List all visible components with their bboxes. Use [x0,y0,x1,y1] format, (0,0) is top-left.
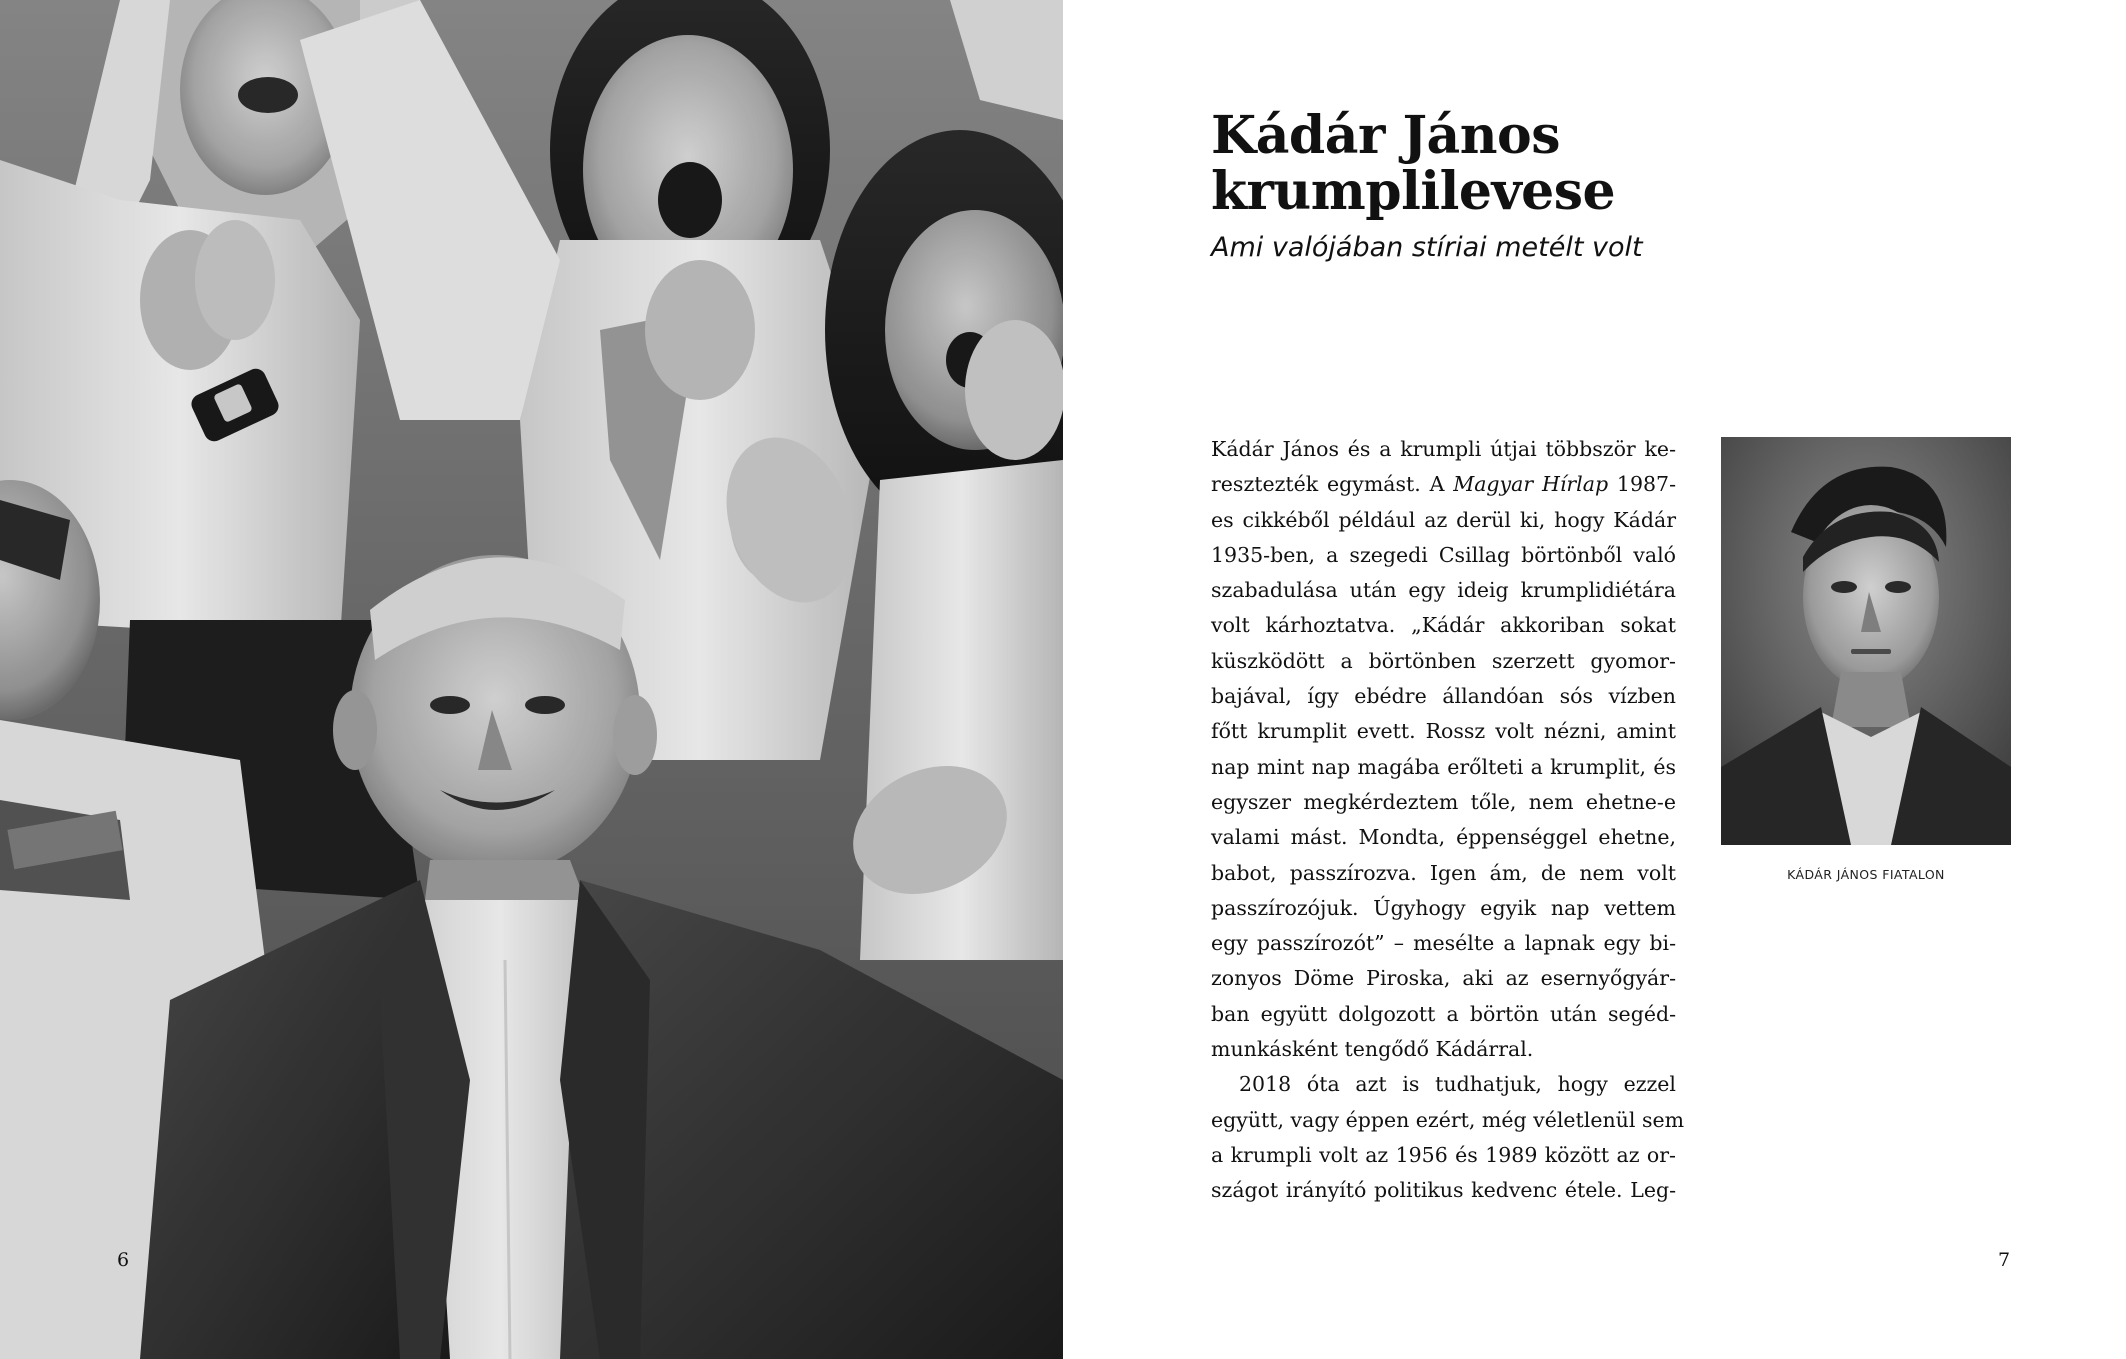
body-line [1211,467,1676,502]
body-line: passzírozójuk. Úgyhogy egyik nap vettem [1211,895,1676,920]
title-line-1: Kádár János [1211,105,1561,166]
body-line: küszködött a börtönben szerzett gyomor- [1211,648,1676,673]
body-line: szabadulása után egy ideig krumplidiétára [1211,578,1676,603]
body-line: egy passzírozót” – mesélte a lapnak egy bi- [1211,931,1676,956]
body-line: Kádár János és a krumpli útjai többször ke- [1211,437,1676,461]
body-line: szágot irányító politikus kedvenc étele. Leg- [1211,1178,1676,1203]
body-line: valami mást. Mondta, éppenséggel ehetne, [1211,825,1676,850]
body-line: egyszer megkérdeztem tőle, nem ehetne-e [1211,789,1676,814]
body-line: a krumpli volt az 1956 és 1989 között az or- [1211,1142,1676,1167]
body-line: 2018 óta azt is tudhatjuk, hogy ezzel [1239,1072,1676,1097]
body-line: babot, passzírozva. Igen ám, de nem volt [1211,860,1676,885]
article-body [1211,432,1685,1209]
newspaper-title: Magyar Hírlap [1453,472,1609,497]
portrait-icon [1721,437,2011,845]
body-line: zonyos Döme Piroska, aki az esernyőgyár- [1211,966,1676,991]
body-line-part: resztezték egymást. A [1211,472,1454,497]
body-line: 1935-ben, a szegedi Csillag börtönből való [1211,542,1676,567]
page-number-left: 6 [117,1249,130,1271]
body-line-part: 1987- [1608,472,1676,497]
body-line: volt kárhoztatva. „Kádár akkoriban sokat [1211,613,1676,638]
article-subtitle: Ami valójában stíriai metélt volt [1211,232,1643,263]
article-title [1211,105,1911,222]
body-line: főtt krumplit evett. Rossz volt nézni, amint [1211,719,1676,744]
body-line: ban együtt dolgozott a börtön után segéd- [1211,1001,1676,1026]
body-line: nap mint nap magába erőlteti a krumplit, és [1211,754,1676,779]
portrait-caption: KÁDÁR JÁNOS FIATALON [1787,867,1945,882]
body-line: együtt, vagy éppen ezért, még véletlenül sem [1211,1107,1685,1132]
right-page [1063,0,2126,1359]
portrait-photo [1721,437,2011,845]
title-line-2: krumplilevese [1211,161,1616,222]
page-number-right: 7 [1998,1249,2011,1271]
body-line: es cikkéből például az derül ki, hogy Kádár [1211,507,1676,532]
body-line: munkásként tengődő Kádárral. [1211,1037,1534,1062]
body-line: bajával, így ebédre állandóan sós vízben [1211,684,1676,709]
